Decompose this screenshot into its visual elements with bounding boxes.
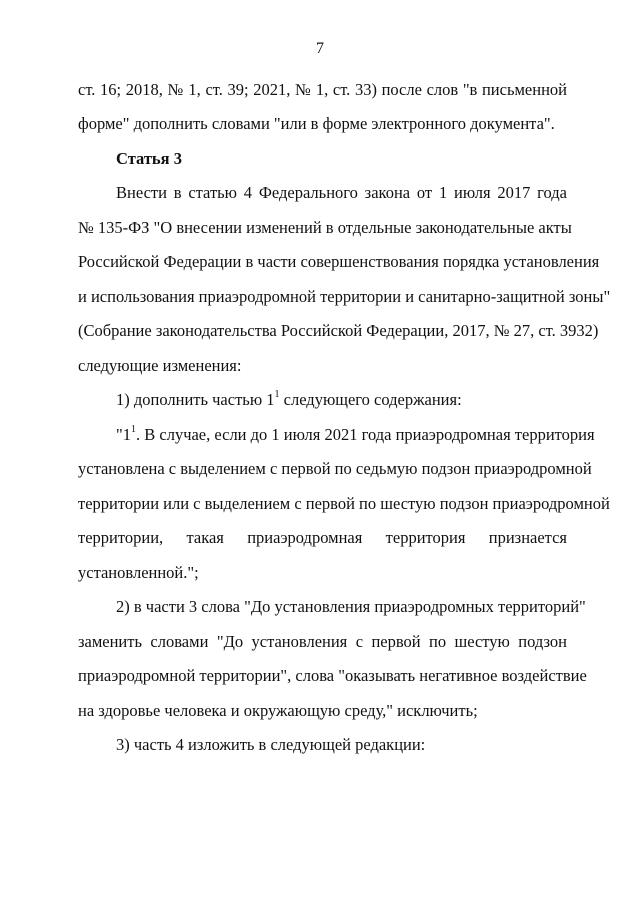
quote-line bbox=[116, 423, 595, 445]
superscript: 1 bbox=[274, 388, 280, 400]
quote-text: . В случае, если до 1 июля 2021 года приаэродромная территория bbox=[136, 425, 595, 444]
text-line: территории или с выделением с первой по шестую подзон приаэродромной bbox=[78, 494, 610, 513]
text-line: Внести в статью 4 Федерального закона от 1 июля 2017 года bbox=[116, 183, 567, 202]
page-number: 7 bbox=[316, 40, 324, 57]
list-item-2: 2) в части 3 слова "До установления приаэродромных территорий" bbox=[116, 597, 586, 616]
text-line: на здоровье человека и окружающую среду," исключить; bbox=[78, 701, 478, 720]
text-line: ст. 16; 2018, № 1, ст. 39; 2021, № 1, ст. 33) после слов "в письменной bbox=[78, 80, 567, 99]
list-item-1-text: 1) дополнить частью 1 bbox=[116, 390, 275, 409]
quote-open: "1 bbox=[116, 425, 131, 444]
text-line: и использования приаэродромной территории и санитарно-защитной зоны" bbox=[78, 287, 611, 306]
text-line: приаэродромной территории", слова "оказывать негативное воздействие bbox=[78, 666, 587, 685]
text-line: заменить словами "До установления с первой по шестую подзон bbox=[78, 632, 567, 651]
list-item-1 bbox=[116, 390, 567, 410]
list-item-1-text-end: следующего содержания: bbox=[279, 390, 462, 409]
superscript: 1 bbox=[131, 423, 136, 435]
article-heading: Статья 3 bbox=[116, 149, 182, 168]
text-line: установлена с выделением с первой по седьмую подзон приаэродромной bbox=[78, 459, 592, 478]
text-line: следующие изменения: bbox=[78, 356, 242, 375]
text-line: форме" дополнить словами "или в форме электронного документа". bbox=[78, 114, 555, 133]
list-item-3: 3) часть 4 изложить в следующей редакции: bbox=[116, 735, 426, 754]
text-line: № 135-ФЗ "О внесении изменений в отдельные законодательные акты bbox=[78, 218, 572, 237]
text-line: территории, такая приаэродромная территория признается bbox=[78, 528, 567, 547]
text-line: Российской Федерации в части совершенствования порядка установления bbox=[78, 252, 600, 271]
text-line: установленной."; bbox=[78, 563, 199, 582]
text-line: (Собрание законодательства Российской Федерации, 2017, № 27, ст. 3932) bbox=[78, 321, 599, 340]
